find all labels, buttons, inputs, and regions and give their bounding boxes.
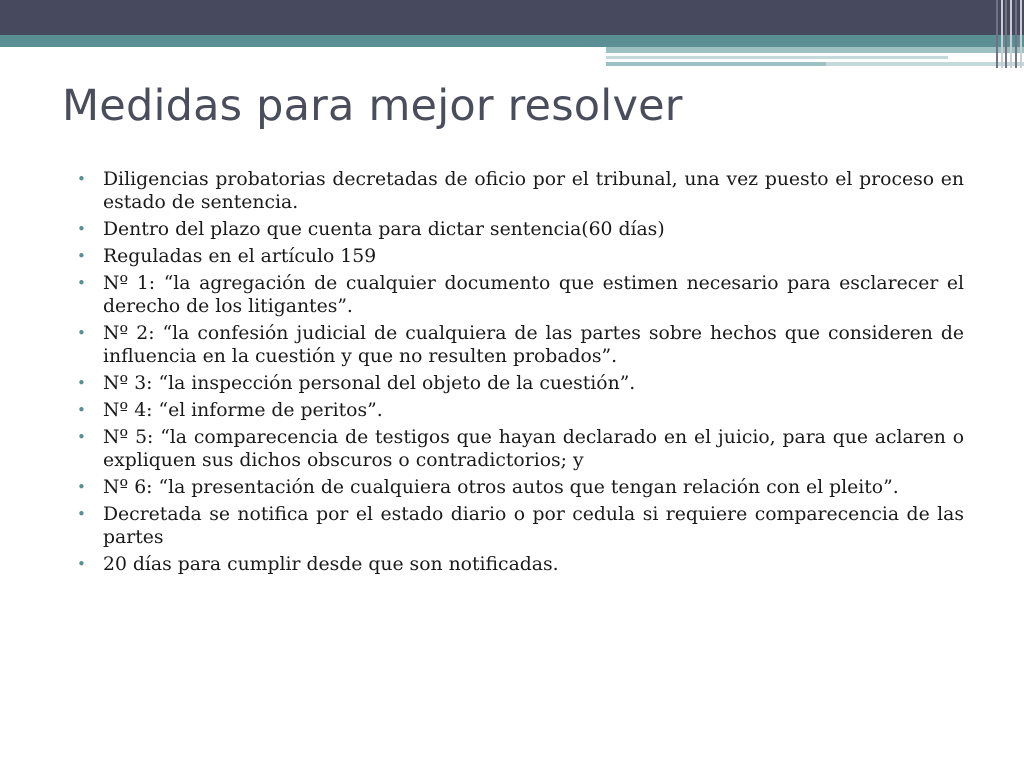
bullet-text: Nº 4: “el informe de peritos”. bbox=[103, 400, 383, 421]
bullet-icon: • bbox=[77, 274, 86, 292]
bullet-icon: • bbox=[77, 324, 86, 342]
bullet-icon: • bbox=[77, 170, 86, 188]
slide-title: Medidas para mejor resolver bbox=[62, 81, 683, 131]
header-accent-line bbox=[606, 56, 948, 59]
bullet-list bbox=[76, 168, 964, 580]
bullet-icon: • bbox=[77, 401, 86, 419]
header-stripes bbox=[994, 0, 1024, 68]
bullet-text: Nº 6: “la presentación de cualquiera otros autos que tengan relación con el pleito”. bbox=[103, 477, 899, 498]
bullet-icon: • bbox=[77, 428, 86, 446]
bullet-icon: • bbox=[77, 505, 86, 523]
bullet-text: Nº 5: “la comparecencia de testigos que hayan declarado en el juicio, para que aclaren o expliquen sus dichos obscuros o contradictorios; y bbox=[103, 427, 964, 471]
bullet-icon: • bbox=[77, 220, 86, 238]
header-teal-band bbox=[0, 35, 1024, 47]
header-accent-line bbox=[606, 62, 826, 66]
bullet-item bbox=[76, 476, 964, 499]
bullet-item bbox=[76, 272, 964, 318]
bullet-item bbox=[76, 218, 964, 241]
bullet-item bbox=[76, 553, 964, 576]
bullet-icon: • bbox=[77, 478, 86, 496]
bullet-text: 20 días para cumplir desde que son notificadas. bbox=[103, 554, 559, 575]
bullet-text: Decretada se notifica por el estado diario o por cedula si requiere comparecencia de las partes bbox=[103, 504, 964, 548]
header-dark-band bbox=[0, 0, 1024, 35]
bullet-text: Nº 1: “la agregación de cualquier documento que estimen necesario para esclarecer el derecho de los litigantes”. bbox=[103, 273, 964, 317]
bullet-text: Reguladas en el artículo 159 bbox=[103, 246, 377, 267]
bullet-item bbox=[76, 399, 964, 422]
bullet-item bbox=[76, 322, 964, 368]
bullet-text: Nº 2: “la confesión judicial de cualquiera de las partes sobre hechos que consideren de influencia en la cuestión y que no resulten probados”. bbox=[103, 323, 964, 367]
bullet-text: Dentro del plazo que cuenta para dictar sentencia(60 días) bbox=[103, 219, 665, 240]
bullet-icon: • bbox=[77, 555, 86, 573]
bullet-icon: • bbox=[77, 247, 86, 265]
bullet-item bbox=[76, 503, 964, 549]
bullet-item bbox=[76, 245, 964, 268]
bullet-item bbox=[76, 426, 964, 472]
header-accent-line bbox=[606, 47, 1024, 53]
bullet-text: Diligencias probatorias decretadas de oficio por el tribunal, una vez puesto el proceso en estado de sentencia. bbox=[103, 169, 964, 213]
bullet-text: Nº 3: “la inspección personal del objeto de la cuestión”. bbox=[103, 373, 636, 394]
bullet-icon: • bbox=[77, 374, 86, 392]
bullet-item bbox=[76, 372, 964, 395]
bullet-item bbox=[76, 168, 964, 214]
